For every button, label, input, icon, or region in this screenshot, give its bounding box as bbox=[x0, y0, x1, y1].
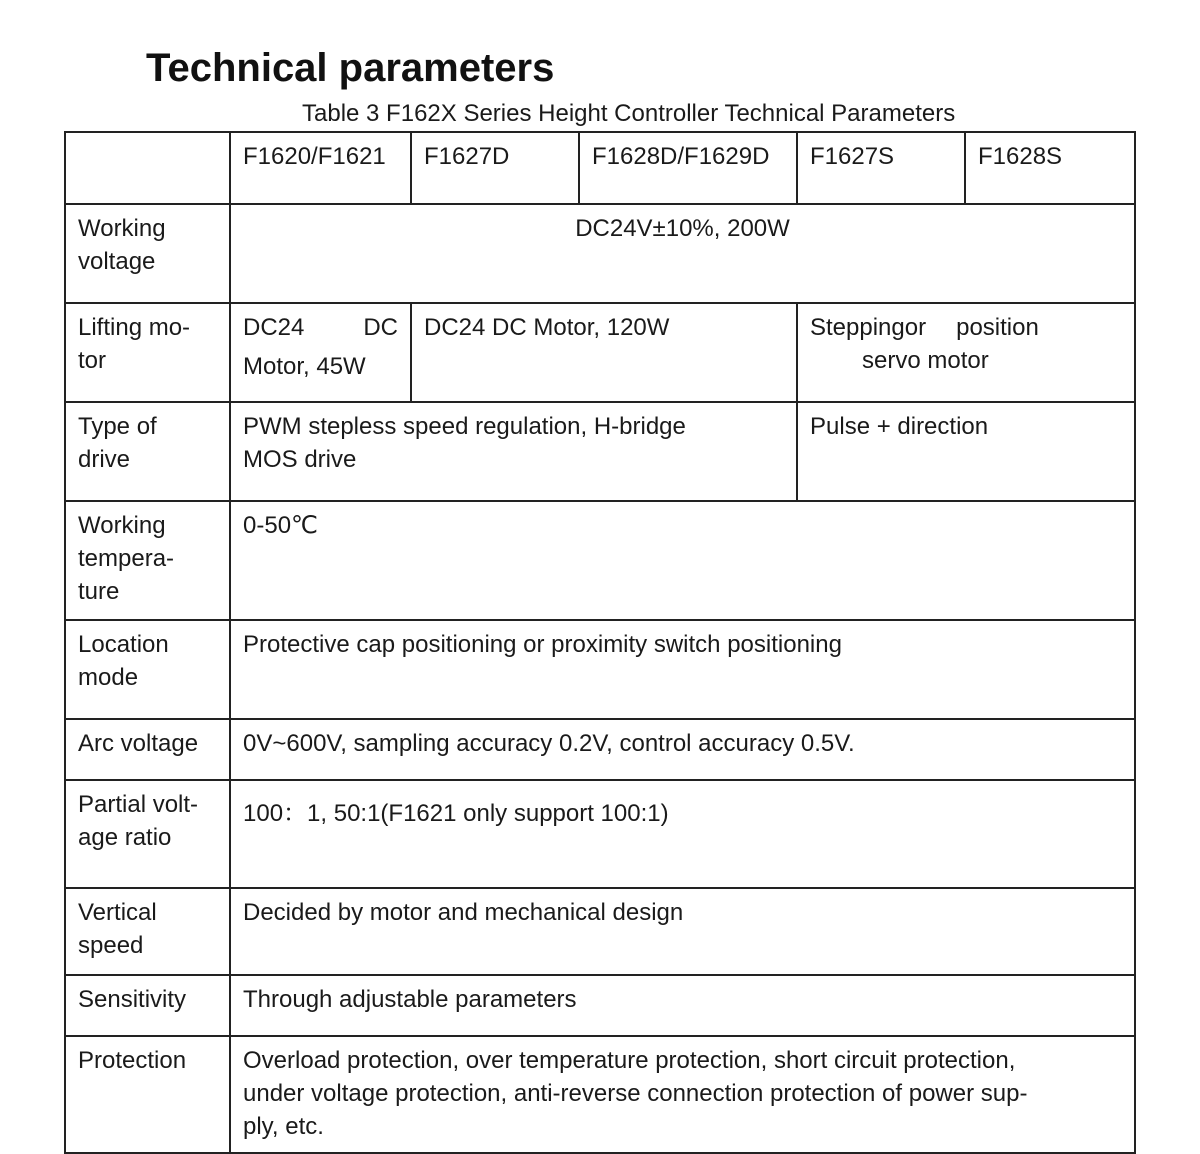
spec-table bbox=[64, 131, 1136, 1154]
header-empty-cell bbox=[65, 132, 230, 204]
table-caption: Table 3 F162X Series Height Controller Technical Parameters bbox=[302, 100, 956, 127]
header-cell: F1627S bbox=[797, 132, 965, 204]
table-row bbox=[65, 888, 1135, 975]
row-value: 0V~600V, sampling accuracy 0.2V, control accuracy 0.5V. bbox=[230, 719, 1135, 780]
row-value: PWM stepless speed regulation, H-bridge MOS drive bbox=[230, 402, 797, 501]
row-label: Protection bbox=[65, 1036, 230, 1153]
table-row bbox=[65, 402, 1135, 501]
table-row bbox=[65, 975, 1135, 1036]
table-row bbox=[65, 780, 1135, 888]
row-label: Working tempera- ture bbox=[65, 501, 230, 620]
row-label: Vertical speed bbox=[65, 888, 230, 975]
table-row bbox=[65, 719, 1135, 780]
row-label: Type of drive bbox=[65, 402, 230, 501]
row-label: Location mode bbox=[65, 620, 230, 719]
page-title: Technical parameters bbox=[146, 46, 555, 90]
row-label: Working voltage bbox=[65, 204, 230, 303]
table-header-row bbox=[65, 132, 1135, 204]
row-value: 0-50℃ bbox=[230, 501, 1135, 620]
row-value: DC24V±10%, 200W bbox=[230, 204, 1135, 303]
row-value: DC24 DC Motor, 120W bbox=[411, 303, 797, 402]
row-value: Protective cap positioning or proximity switch positioning bbox=[230, 620, 1135, 719]
row-label: Sensitivity bbox=[65, 975, 230, 1036]
row-label: Lifting mo- tor bbox=[65, 303, 230, 402]
row-value: Steppingor position servo motor bbox=[797, 303, 1135, 402]
row-value: Decided by motor and mechanical design bbox=[230, 888, 1135, 975]
row-value: 100：1, 50:1(F1621 only support 100:1) bbox=[230, 780, 1135, 888]
header-cell: F1628S bbox=[965, 132, 1135, 204]
row-value: Through adjustable parameters bbox=[230, 975, 1135, 1036]
row-label: Arc voltage bbox=[65, 719, 230, 780]
row-value: Pulse + direction bbox=[797, 402, 1135, 501]
table-row bbox=[65, 303, 1135, 402]
table-row bbox=[65, 204, 1135, 303]
row-label: Partial volt- age ratio bbox=[65, 780, 230, 888]
table-row bbox=[65, 501, 1135, 620]
table-row bbox=[65, 1036, 1135, 1153]
header-cell: F1627D bbox=[411, 132, 579, 204]
header-cell: F1628D/F1629D bbox=[579, 132, 797, 204]
row-value: Overload protection, over temperature protection, short circuit protection, under voltage protection, anti-reverse connection protection of power sup- ply, etc. bbox=[230, 1036, 1135, 1153]
row-value: DC24 DC Motor, 45W bbox=[230, 303, 411, 402]
header-cell: F1620/F1621 bbox=[230, 132, 411, 204]
table-row bbox=[65, 620, 1135, 719]
